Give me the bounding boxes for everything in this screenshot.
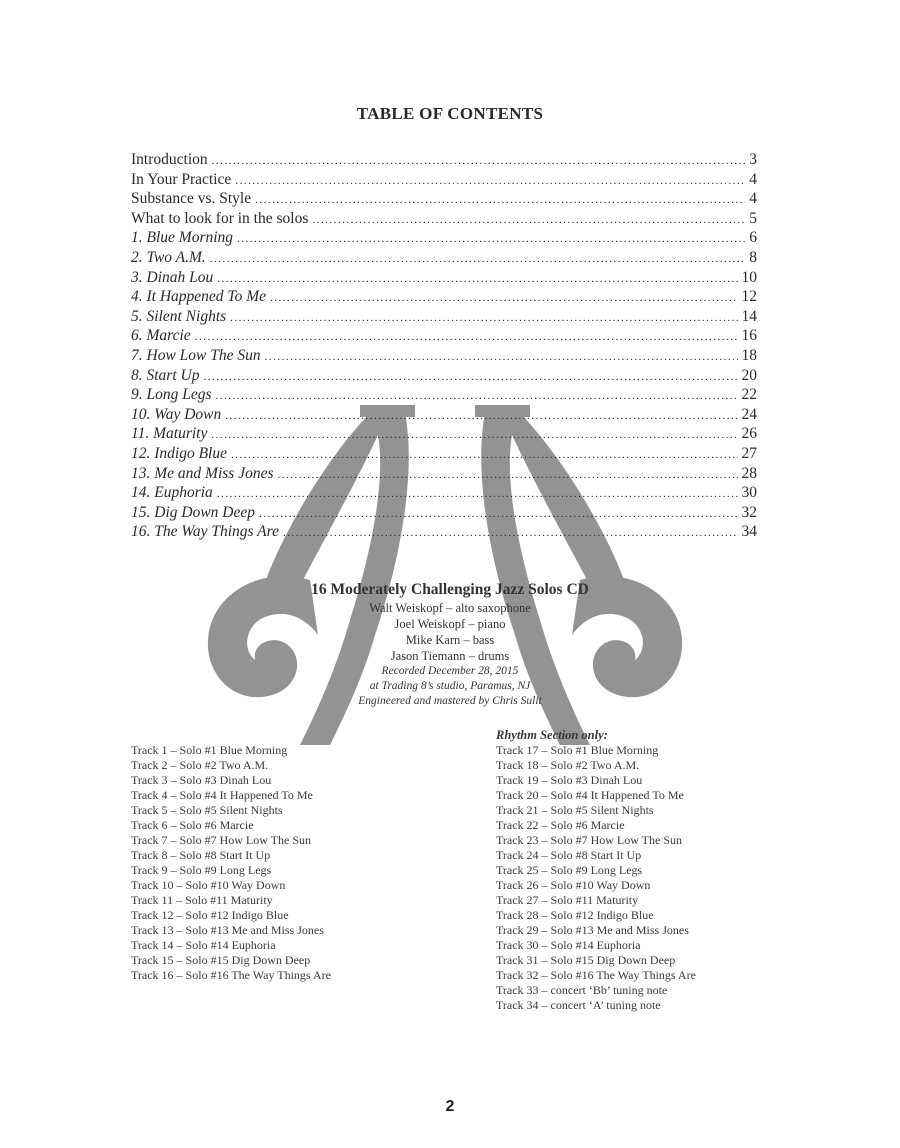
- track-item: Track 23 – Solo #7 How Low The Sun: [496, 833, 683, 847]
- toc-entry: [131, 228, 757, 248]
- toc-entry: [131, 424, 757, 444]
- dot-leader: [217, 270, 737, 290]
- track-item: Track 33 – concert ‘Bb’ tuning note: [496, 983, 668, 997]
- cd-title: 16 Moderately Challenging Jazz Solos CD: [311, 581, 589, 598]
- toc-entry-title: 2. Two A.M.: [131, 248, 206, 266]
- dot-leader: [278, 466, 738, 486]
- recording-line: at Trading 8’s studio, Paramus, NJ: [369, 680, 531, 692]
- toc-entry-title: 6. Marcie: [131, 327, 191, 345]
- track-item: Track 8 – Solo #8 Start It Up: [131, 848, 271, 862]
- toc-entry-page: 22: [741, 386, 757, 404]
- dot-leader: [259, 505, 738, 525]
- track-item: Track 11 – Solo #11 Maturity: [131, 893, 273, 907]
- toc-entry-title: 14. Euphoria: [131, 484, 213, 502]
- toc-entry-page: 5: [749, 209, 757, 227]
- toc-entry-title: 11. Maturity: [131, 425, 208, 443]
- track-item: Track 3 – Solo #3 Dinah Lou: [131, 773, 272, 787]
- toc-entry: [131, 189, 757, 209]
- track-list-full-band: [131, 743, 331, 983]
- toc-entry: [131, 385, 757, 405]
- toc-entry-title: 13. Me and Miss Jones: [131, 464, 274, 482]
- dot-leader: [212, 152, 746, 172]
- toc-entry: [131, 287, 757, 307]
- toc-entry: [131, 268, 757, 288]
- credit-line: Joel Weiskopf – piano: [394, 617, 506, 631]
- track-item: Track 12 – Solo #12 Indigo Blue: [131, 908, 289, 922]
- toc-entry-page: 12: [741, 288, 757, 306]
- dot-leader: [270, 289, 737, 309]
- track-item: Track 7 – Solo #7 How Low The Sun: [131, 833, 312, 847]
- toc-entry-page: 34: [741, 523, 757, 541]
- table-of-contents: [131, 150, 757, 542]
- toc-entry-title: In Your Practice: [131, 170, 232, 188]
- dot-leader: [210, 250, 745, 270]
- toc-entry-title: 9. Long Legs: [131, 386, 212, 404]
- toc-entry: [131, 209, 757, 229]
- toc-entry-title: 8. Start Up: [131, 366, 200, 384]
- toc-entry-title: 3. Dinah Lou: [131, 268, 214, 286]
- toc-entry-page: 28: [741, 464, 757, 482]
- toc-entry-page: 8: [749, 248, 757, 266]
- toc-entry-title: What to look for in the solos: [131, 209, 309, 227]
- dot-leader: [211, 426, 737, 446]
- cd-info: [0, 581, 900, 709]
- toc-entry: [131, 444, 757, 464]
- dot-leader: [216, 387, 738, 407]
- track-item: Track 27 – Solo #11 Maturity: [496, 893, 639, 907]
- toc-entry: [131, 522, 757, 542]
- toc-entry: [131, 326, 757, 346]
- track-item: Track 28 – Solo #12 Indigo Blue: [496, 908, 654, 922]
- recording-line: Engineered and mastered by Chris Sulit: [358, 695, 542, 707]
- track-item: Track 10 – Solo #10 Way Down: [131, 878, 286, 892]
- track-item: Track 2 – Solo #2 Two A.M.: [131, 758, 269, 772]
- toc-entry: [131, 248, 757, 268]
- toc-entry-title: Introduction: [131, 151, 208, 168]
- credit-line: Mike Karn – bass: [405, 633, 495, 647]
- track-item: Track 1 – Solo #1 Blue Morning: [131, 743, 288, 757]
- track-item: Track 6 – Solo #6 Marcie: [131, 818, 254, 832]
- dot-leader: [283, 524, 738, 544]
- toc-entry-page: 20: [741, 366, 757, 384]
- toc-entry-title: 10. Way Down: [131, 405, 222, 423]
- toc-entry-title: 7. How Low The Sun: [131, 346, 261, 364]
- toc-entry-page: 4: [749, 170, 757, 188]
- toc-entry: [131, 483, 757, 503]
- dot-leader: [235, 172, 745, 192]
- track-item: Track 25 – Solo #9 Long Legs: [496, 863, 643, 877]
- toc-entry: [131, 405, 757, 425]
- track-item: Track 34 – concert ‘A’ tuning note: [496, 998, 661, 1012]
- toc-entry: [131, 307, 757, 327]
- dot-leader: [312, 211, 745, 231]
- toc-entry-title: 1. Blue Morning: [131, 229, 234, 247]
- track-item: Track 22 – Solo #6 Marcie: [496, 818, 625, 832]
- dot-leader: [217, 485, 738, 505]
- toc-entry-page: 30: [741, 484, 757, 502]
- track-item: Track 5 – Solo #5 Silent Nights: [131, 803, 283, 817]
- toc-entry-title: Substance vs. Style: [131, 190, 252, 208]
- page-number: 2: [445, 1098, 455, 1115]
- toc-entry-title: 16. The Way Things Are: [131, 523, 279, 541]
- toc-entry-page: 26: [741, 425, 757, 443]
- track-item: Track 31 – Solo #15 Dig Down Deep: [496, 953, 676, 967]
- toc-entry-page: 16: [741, 327, 757, 345]
- track-item: Track 9 – Solo #9 Long Legs: [131, 863, 272, 877]
- toc-entry: [131, 346, 757, 366]
- dot-leader: [255, 191, 745, 211]
- track-item: Track 18 – Solo #2 Two A.M.: [496, 758, 640, 772]
- track-item: Track 21 – Solo #5 Silent Nights: [496, 803, 654, 817]
- track-item: Track 13 – Solo #13 Me and Miss Jones: [131, 923, 324, 937]
- toc-entry-title: 15. Dig Down Deep: [131, 503, 255, 521]
- track-item: Track 32 – Solo #16 The Way Things Are: [496, 968, 696, 982]
- page-title: TABLE OF CONTENTS: [356, 104, 544, 123]
- toc-entry-page: 10: [741, 268, 757, 286]
- toc-entry: [131, 503, 757, 523]
- track-item: Track 4 – Solo #4 It Happened To Me: [131, 788, 313, 802]
- dot-leader: [195, 328, 738, 348]
- credit-line: Jason Tiemann – drums: [390, 649, 510, 663]
- toc-entry-page: 18: [741, 346, 757, 364]
- dot-leader: [237, 230, 745, 250]
- track-item: Track 24 – Solo #8 Start It Up: [496, 848, 642, 862]
- rhythm-section-heading: Rhythm Section only:: [496, 728, 608, 742]
- track-item: Track 30 – Solo #14 Euphoria: [496, 938, 641, 952]
- toc-entry-page: 6: [749, 229, 757, 247]
- dot-leader: [230, 309, 737, 329]
- track-item: Track 16 – Solo #16 The Way Things Are: [131, 968, 331, 982]
- toc-entry-title: 12. Indigo Blue: [131, 444, 227, 462]
- track-list-rhythm-section: [496, 728, 696, 1013]
- track-item: Track 14 – Solo #14 Euphoria: [131, 938, 276, 952]
- dot-leader: [265, 348, 738, 368]
- toc-entry: [131, 366, 757, 386]
- toc-entry-page: 24: [741, 405, 757, 423]
- toc-entry-title: 5. Silent Nights: [131, 307, 227, 325]
- track-item: Track 19 – Solo #3 Dinah Lou: [496, 773, 643, 787]
- toc-entry-page: 32: [741, 503, 757, 521]
- toc-entry: [131, 170, 757, 190]
- toc-entry-page: 27: [741, 444, 757, 462]
- recording-line: Recorded December 28, 2015: [381, 665, 519, 677]
- toc-entry-title: 4. It Happened To Me: [131, 288, 267, 306]
- toc-entry-page: 4: [749, 190, 757, 208]
- dot-leader: [203, 368, 737, 388]
- track-item: Track 20 – Solo #4 It Happened To Me: [496, 788, 684, 802]
- track-item: Track 17 – Solo #1 Blue Morning: [496, 743, 659, 757]
- track-item: Track 29 – Solo #13 Me and Miss Jones: [496, 923, 689, 937]
- toc-entry-page: 14: [741, 307, 757, 325]
- toc-entry: [131, 150, 757, 170]
- dot-leader: [225, 407, 737, 427]
- toc-entry-page: 3: [749, 151, 757, 168]
- track-item: Track 15 – Solo #15 Dig Down Deep: [131, 953, 311, 967]
- toc-entry: [131, 464, 757, 484]
- credit-line: Walt Weiskopf – alto saxophone: [369, 601, 531, 615]
- dot-leader: [231, 446, 738, 466]
- track-item: Track 26 – Solo #10 Way Down: [496, 878, 651, 892]
